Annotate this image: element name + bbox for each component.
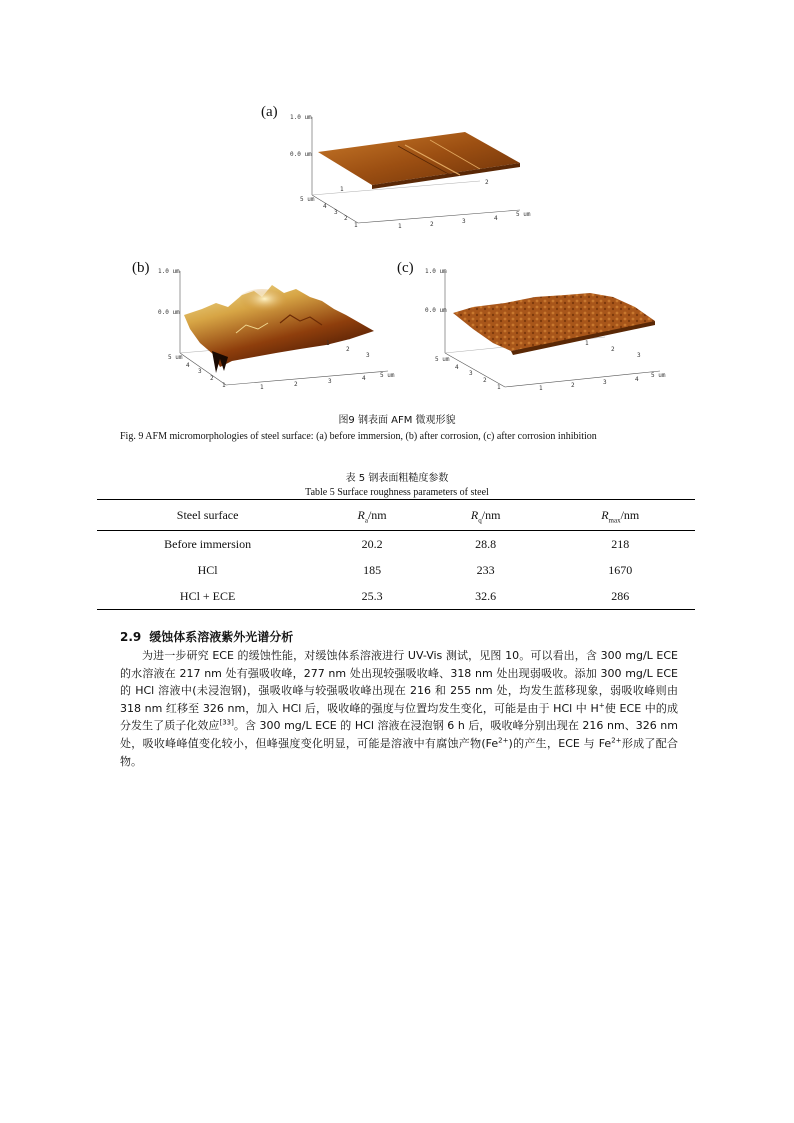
cell-rq: 28.8 (475, 536, 497, 551)
y-tick: 2 (483, 377, 487, 384)
x-tick: 4 (635, 376, 639, 383)
back-tick: 1 (585, 340, 589, 347)
x-tick: 3 (462, 218, 466, 225)
x-tick: 2 (294, 381, 298, 388)
panel-b-label: (b) (132, 260, 150, 276)
z-top-label: 1.0 um (158, 268, 180, 275)
y-unit-label: 5 um (435, 356, 450, 363)
y-unit-label: 5 um (168, 354, 183, 361)
panel-a-label: (a) (261, 104, 278, 120)
cell-rmax: 218 (611, 536, 630, 551)
paragraph-text: )的产生，ECE 与 Fe (508, 736, 612, 750)
cell-rmax: 1670 (608, 562, 633, 577)
y-tick: 3 (469, 370, 473, 377)
ra-unit: /nm (367, 507, 387, 522)
x-tick: 1 (398, 223, 402, 230)
table-title-cn: 表 5 钢表面粗糙度参数 (345, 473, 449, 484)
y-tick: 1 (222, 382, 226, 389)
col-header-rq (426, 500, 546, 531)
y-tick: 4 (186, 362, 190, 369)
rq-unit: /nm (481, 507, 501, 522)
cell-rq: 32.6 (475, 588, 497, 603)
z-mid-label: 0.0 um (158, 309, 180, 316)
section-heading (120, 628, 301, 645)
paragraph-text: 为进一步研究 ECE 的缓蚀性能，对缓蚀体系溶液进行 UV-Vis 测试，见图 10。可以看出，含 300 mg/L ECE 的水溶液在 217 nm 处有强吸收峰，277 nm 处出现较强吸收峰、318 nm 处出现弱吸收。添加 300 mg/L ECE 的 HCl 溶液中(未浸泡钢)，强吸收峰与较强吸收峰出现在 216 和 255 nm 处，均发生蓝移现象，弱吸收峰则由 318 nm 红移至 326 nm，加入 HCl 后，吸收峰的强度与位置均发生变化，可能是由于 HCl 中 H (120, 649, 678, 715)
rmax-subscript: max (608, 515, 621, 524)
back-tick: 2 (346, 346, 350, 353)
afm-panel-b (150, 263, 400, 398)
afm-surface-a (318, 132, 520, 185)
cell-rmax: 286 (611, 588, 630, 603)
cell-surface: HCl + ECE (179, 588, 236, 603)
x-tick: 4 (494, 215, 498, 222)
col-header-surface: Steel surface (176, 507, 239, 522)
afm-panel-c (415, 263, 675, 398)
citation-ref: [33] (219, 718, 234, 727)
y-tick: 4 (455, 364, 459, 371)
y-tick: 1 (354, 222, 358, 229)
roughness-table (97, 499, 695, 610)
figure-caption-cn: 图9 钢表面 AFM 微观形貌 (338, 415, 456, 426)
y-tick: 1 (497, 384, 501, 391)
y-unit-label: 5 um (300, 196, 315, 203)
x-tick: 1 (260, 384, 264, 391)
figure-caption-en: Fig. 9 AFM micromorphologies of steel surface: (a) before immersion, (b) after corrosion, (c) after corrosion inhibition (120, 431, 597, 442)
back-tick: 3 (637, 352, 641, 359)
back-tick: 1 (340, 186, 344, 193)
paragraph-text: 形成了配合物。 (120, 736, 678, 768)
paragraph-text: 使 ECE 中的成分发生了质子化效应 (120, 701, 679, 733)
y-tick: 2 (344, 215, 348, 222)
superscript: 2+ (498, 736, 509, 745)
y-axis (445, 353, 505, 387)
x-tick: 2 (430, 221, 434, 228)
rmax-symbol: R (601, 507, 609, 522)
z-top-label: 1.0 um (425, 268, 447, 275)
y-tick: 3 (334, 209, 338, 216)
table-row (97, 583, 695, 610)
rq-symbol: R (470, 507, 479, 522)
ra-symbol: R (357, 507, 365, 522)
x-unit-label: 5 um (380, 372, 395, 379)
back-tick: 1 (326, 340, 330, 347)
back-tick: 2 (485, 179, 489, 186)
col-header-rmax (545, 500, 695, 531)
x-tick: 4 (362, 375, 366, 382)
afm-surface-plot-a (280, 105, 550, 240)
x-tick: 3 (603, 379, 607, 386)
x-tick: 1 (539, 385, 543, 392)
panel-c-label: (c) (397, 260, 414, 276)
table-row (97, 531, 695, 558)
y-tick: 4 (323, 203, 327, 210)
cell-surface: Before immersion (164, 536, 252, 551)
cell-rq: 233 (476, 562, 495, 577)
x-unit-label: 5 um (516, 211, 531, 218)
afm-surface-plot-c (415, 263, 675, 398)
y-tick: 3 (198, 368, 202, 375)
superscript: 2+ (611, 736, 622, 745)
table-title-en: Table 5 Surface roughness parameters of steel (305, 487, 489, 498)
rmax-unit: /nm (620, 507, 640, 522)
body-paragraph (120, 647, 678, 770)
col-header-ra (318, 500, 426, 531)
table-header-row (97, 500, 695, 531)
y-tick: 2 (210, 375, 214, 382)
afm-surface-plot-b (150, 263, 400, 398)
cell-surface: HCl (197, 562, 218, 577)
x-tick: 2 (571, 382, 575, 389)
x-tick: 3 (328, 378, 332, 385)
back-tick: 3 (366, 352, 370, 359)
cell-ra: 185 (363, 562, 382, 577)
table-row (97, 557, 695, 583)
section-title: 缓蚀体系溶液紫外光谱分析 (149, 630, 294, 644)
ra-subscript: a (364, 515, 368, 524)
x-unit-label: 5 um (651, 372, 666, 379)
back-tick: 2 (611, 346, 615, 353)
afm-panel-a (280, 105, 550, 240)
z-top-label: 1.0 um (290, 114, 312, 121)
rq-subscript: q (478, 515, 482, 524)
surface-peak (236, 289, 288, 317)
cell-ra: 25.3 (361, 588, 383, 603)
superscript: + (598, 701, 605, 710)
paragraph-text: 。含 300 mg/L ECE 的 HCl 溶液在浸泡钢 6 h 后，吸收峰分别出现在 216 nm、326 nm 处，吸收峰峰值变化较小，但峰强度变化明显，可能是溶液中有腐蚀产物(Fe (120, 719, 678, 750)
z-mid-label: 0.0 um (290, 151, 312, 158)
z-mid-label: 0.0 um (425, 307, 447, 314)
section-number: 2.9 (120, 630, 142, 644)
cell-ra: 20.2 (361, 536, 383, 551)
